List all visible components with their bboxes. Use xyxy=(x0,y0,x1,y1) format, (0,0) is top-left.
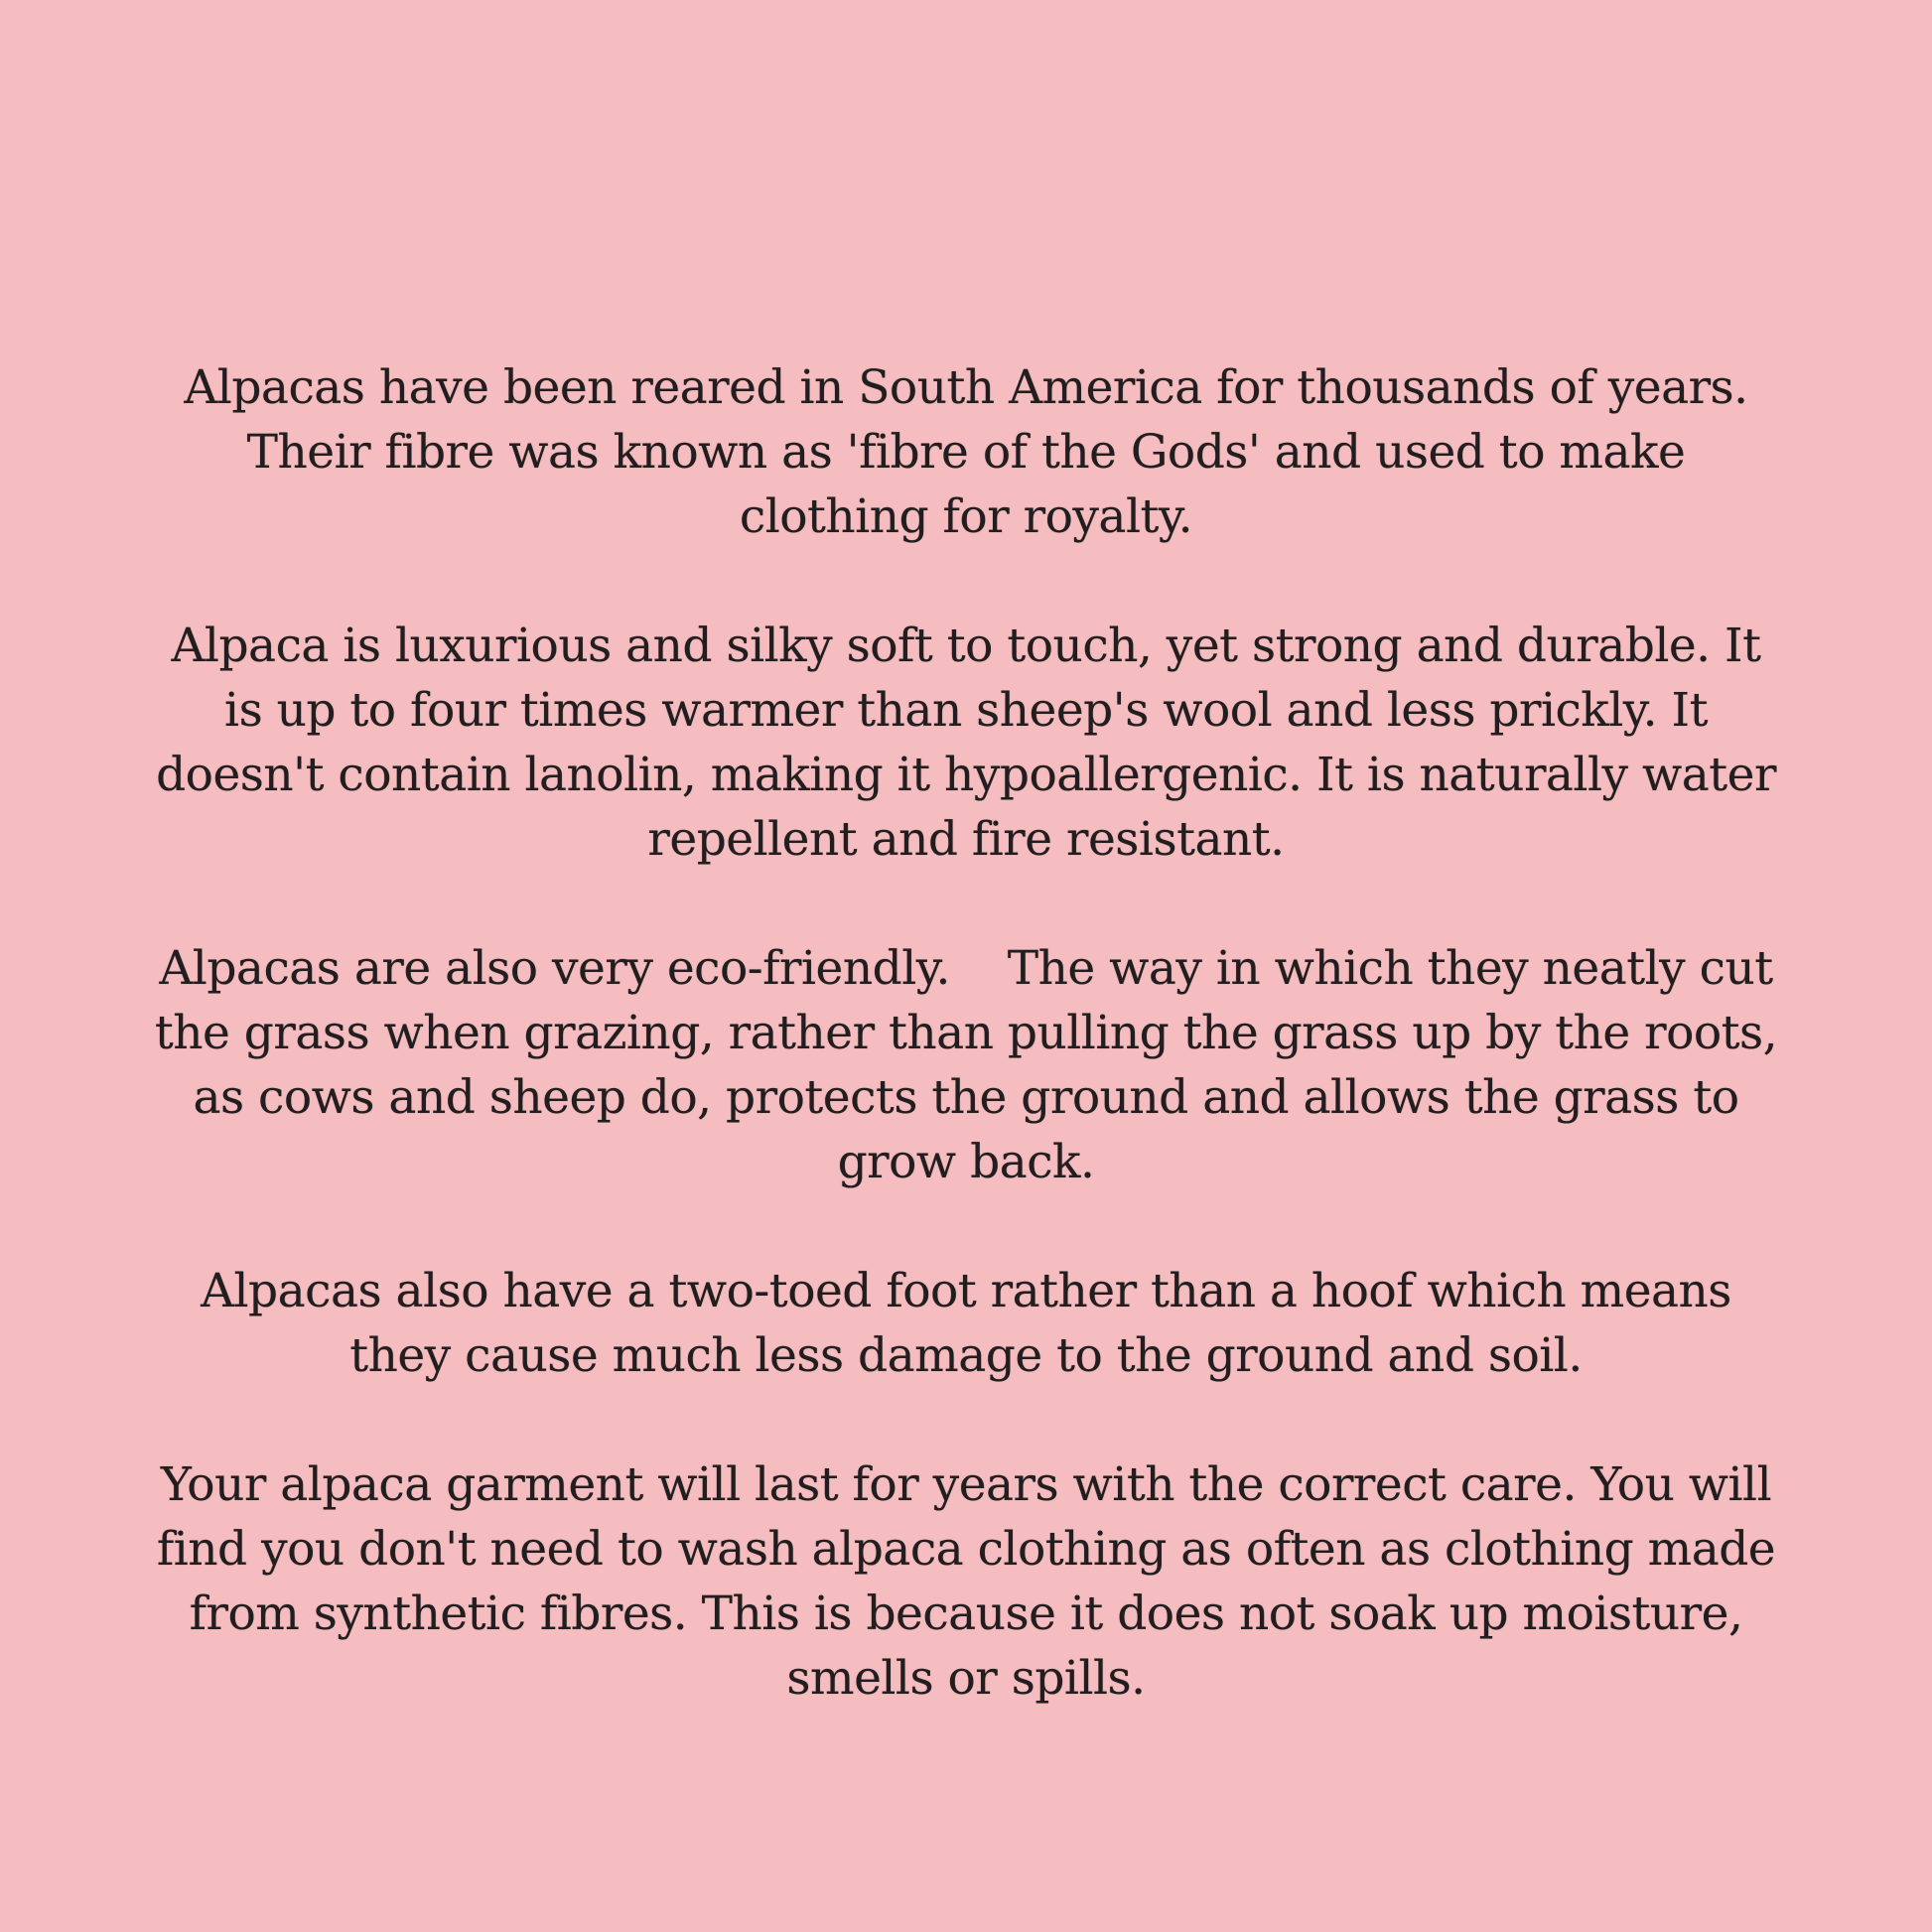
paragraph-garment-care: Your alpaca garment will last for years with the correct care. You will find you don't need to wash alpaca clothing as often as clothing made from synthetic fibres. This is because it does not soak up moisture, smells or spills. xyxy=(156,1457,1790,1706)
text-block xyxy=(152,0,1792,1711)
paragraph-two-toed-foot: Alpacas also have a two-toed foot rather than a hoof which means they cause much less damage to the ground and soil. xyxy=(201,1264,1746,1383)
paragraph-fibre-qualities: Alpaca is luxurious and silky soft to touch, yet strong and durable. It is up to four times warmer than sheep's wool and less prickly. It doesn't contain lanolin, making it hypoallergenic. It is naturally water repellent and fire resistant. xyxy=(156,619,1791,867)
paragraph-eco-friendly-grazing: Alpacas are also very eco-friendly. The way in which they neatly cut the grass when grazing, rather than pulling the grass up by the roots, as cows and sheep do, protects the ground and allows the grass to grow back. xyxy=(154,941,1792,1189)
paragraph-history: Alpacas have been reared in South America for thousands of years. Their fibre was known as 'fibre of the Gods' and used to make clothing for royalty. xyxy=(184,360,1777,544)
